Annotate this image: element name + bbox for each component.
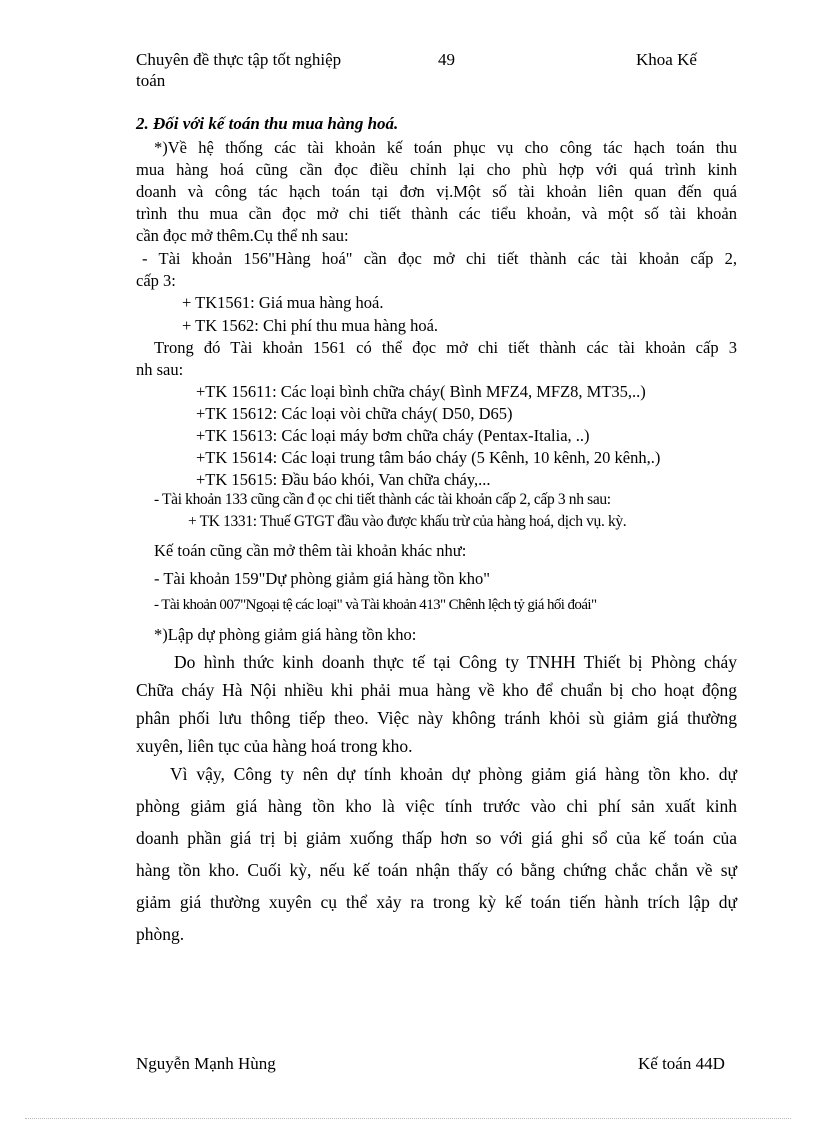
intro-line: *)Về hệ thống các tài khoản kế toán phục vụ cho công tác hạch toán thu — [154, 138, 737, 157]
header-department: Khoa Kế — [636, 50, 697, 69]
tk1561-sub-item: +TK 15615: Đầu báo khói, Van chữa cháy,... — [196, 470, 491, 489]
tk1561-sub-item: +TK 15611: Các loại bình chữa cháy( Bình MFZ4, MFZ8, MT35,..) — [196, 382, 646, 401]
intro-line: cần đọc mở thêm.Cụ thể nh sau: — [136, 226, 349, 245]
tk1561-line: Trong đó Tài khoản 1561 có thể đọc mở chi tiết thành các tài khoản cấp 3 — [154, 338, 737, 357]
paragraph-line: phân phối lưu thông tiếp theo. Việc này không tránh khỏi sù giảm giá thường — [136, 708, 737, 728]
tk1561-sub-item: +TK 15614: Các loại trung tâm báo cháy (5 Kênh, 10 kênh, 20 kênh,.) — [196, 448, 661, 467]
paragraph-line: Chữa cháy Hà Nội nhiều khi phải mua hàng về kho để chuẩn bị cho hoạt động — [136, 680, 737, 700]
intro-line: doanh và công tác hạch toán tại đơn vị.Một số tài khoản liên quan đến quá — [136, 182, 737, 201]
tk007-line: - Tài khoản 007"Ngoại tệ các loại" và Tài khoản 413" Chênh lệch tỷ giá hối đoái" — [154, 597, 597, 613]
header-title-line2: toán — [136, 71, 166, 90]
tk156-sub-item: + TK 1562: Chi phí thu mua hàng hoá. — [182, 316, 439, 335]
paragraph-line: Vì vậy, Công ty nên dự tính khoản dự phòng giảm giá hàng tồn kho. dự — [170, 764, 737, 784]
paragraph-line: hàng tồn kho. Cuối kỳ, nếu kế toán nhận thấy có bằng chứng chắc chắn về sự — [136, 860, 737, 880]
paragraph-line: doanh phần giá trị bị giảm xuống thấp hơn so với giá ghi sổ của kế toán của — [136, 828, 737, 848]
footer-class: Kế toán 44D — [638, 1054, 725, 1073]
paragraph-line: xuyên, liên tục của hàng hoá trong kho. — [136, 736, 413, 756]
paragraph-line: phòng giảm giá hàng tồn kho là việc tính trước vào chi phí sản xuất kinh — [136, 796, 737, 816]
tk1561-sub-item: +TK 15612: Các loại vòi chữa cháy( D50, D65) — [196, 404, 513, 423]
tk1331-line: + TK 1331: Thuế GTGT đầu vào được khấu trừ của hàng hoá, dịch vụ. kỳ. — [188, 513, 627, 530]
page-number: 49 — [438, 50, 455, 69]
paragraph-line: giảm giá thường xuyên cụ thể xảy ra trong kỳ kế toán tiến hành trích lập dự — [136, 892, 737, 912]
page-bottom-divider — [25, 1118, 791, 1119]
paragraph-line: Do hình thức kinh doanh thực tế tại Công ty TNHH Thiết bị Phòng cháy — [174, 652, 737, 672]
tk156-line: - Tài khoản 156"Hàng hoá" cần đọc mở chi tiết thành các tài khoản cấp 2, — [142, 249, 737, 268]
tk159-line: - Tài khoản 159"Dự phòng giảm giá hàng tồn kho" — [154, 569, 491, 588]
other-accounts-intro: Kế toán cũng cần mở thêm tài khoản khác như: — [154, 541, 467, 560]
header-title-line1: Chuyên đề thực tập tốt nghiệp — [136, 50, 342, 69]
tk1561-line: nh sau: — [136, 360, 184, 379]
intro-line: trình thu mua cần đọc mở chi tiết thành các tiểu khoản, và một số tài khoản — [136, 204, 737, 223]
tk156-sub-item: + TK1561: Giá mua hàng hoá. — [182, 293, 384, 312]
footer-author: Nguyễn Mạnh Hùng — [136, 1054, 276, 1073]
section-heading: 2. Đối với kế toán thu mua hàng hoá. — [136, 114, 399, 133]
intro-line: mua hàng hoá cũng cần đọc điều chỉnh lại cho phù hợp với quá trình kinh — [136, 160, 737, 179]
provision-heading: *)Lập dự phòng giảm giá hàng tồn kho: — [154, 625, 417, 644]
tk133-line: - Tài khoản 133 cũng cần đ ọc chi tiết thành các tài khoản cấp 2, cấp 3 nh sau: — [154, 491, 611, 508]
tk156-line: cấp 3: — [136, 271, 176, 290]
tk1561-sub-item: +TK 15613: Các loại máy bơm chữa cháy (Pentax-Italia, ..) — [196, 426, 590, 445]
paragraph-line: phòng. — [136, 924, 185, 944]
